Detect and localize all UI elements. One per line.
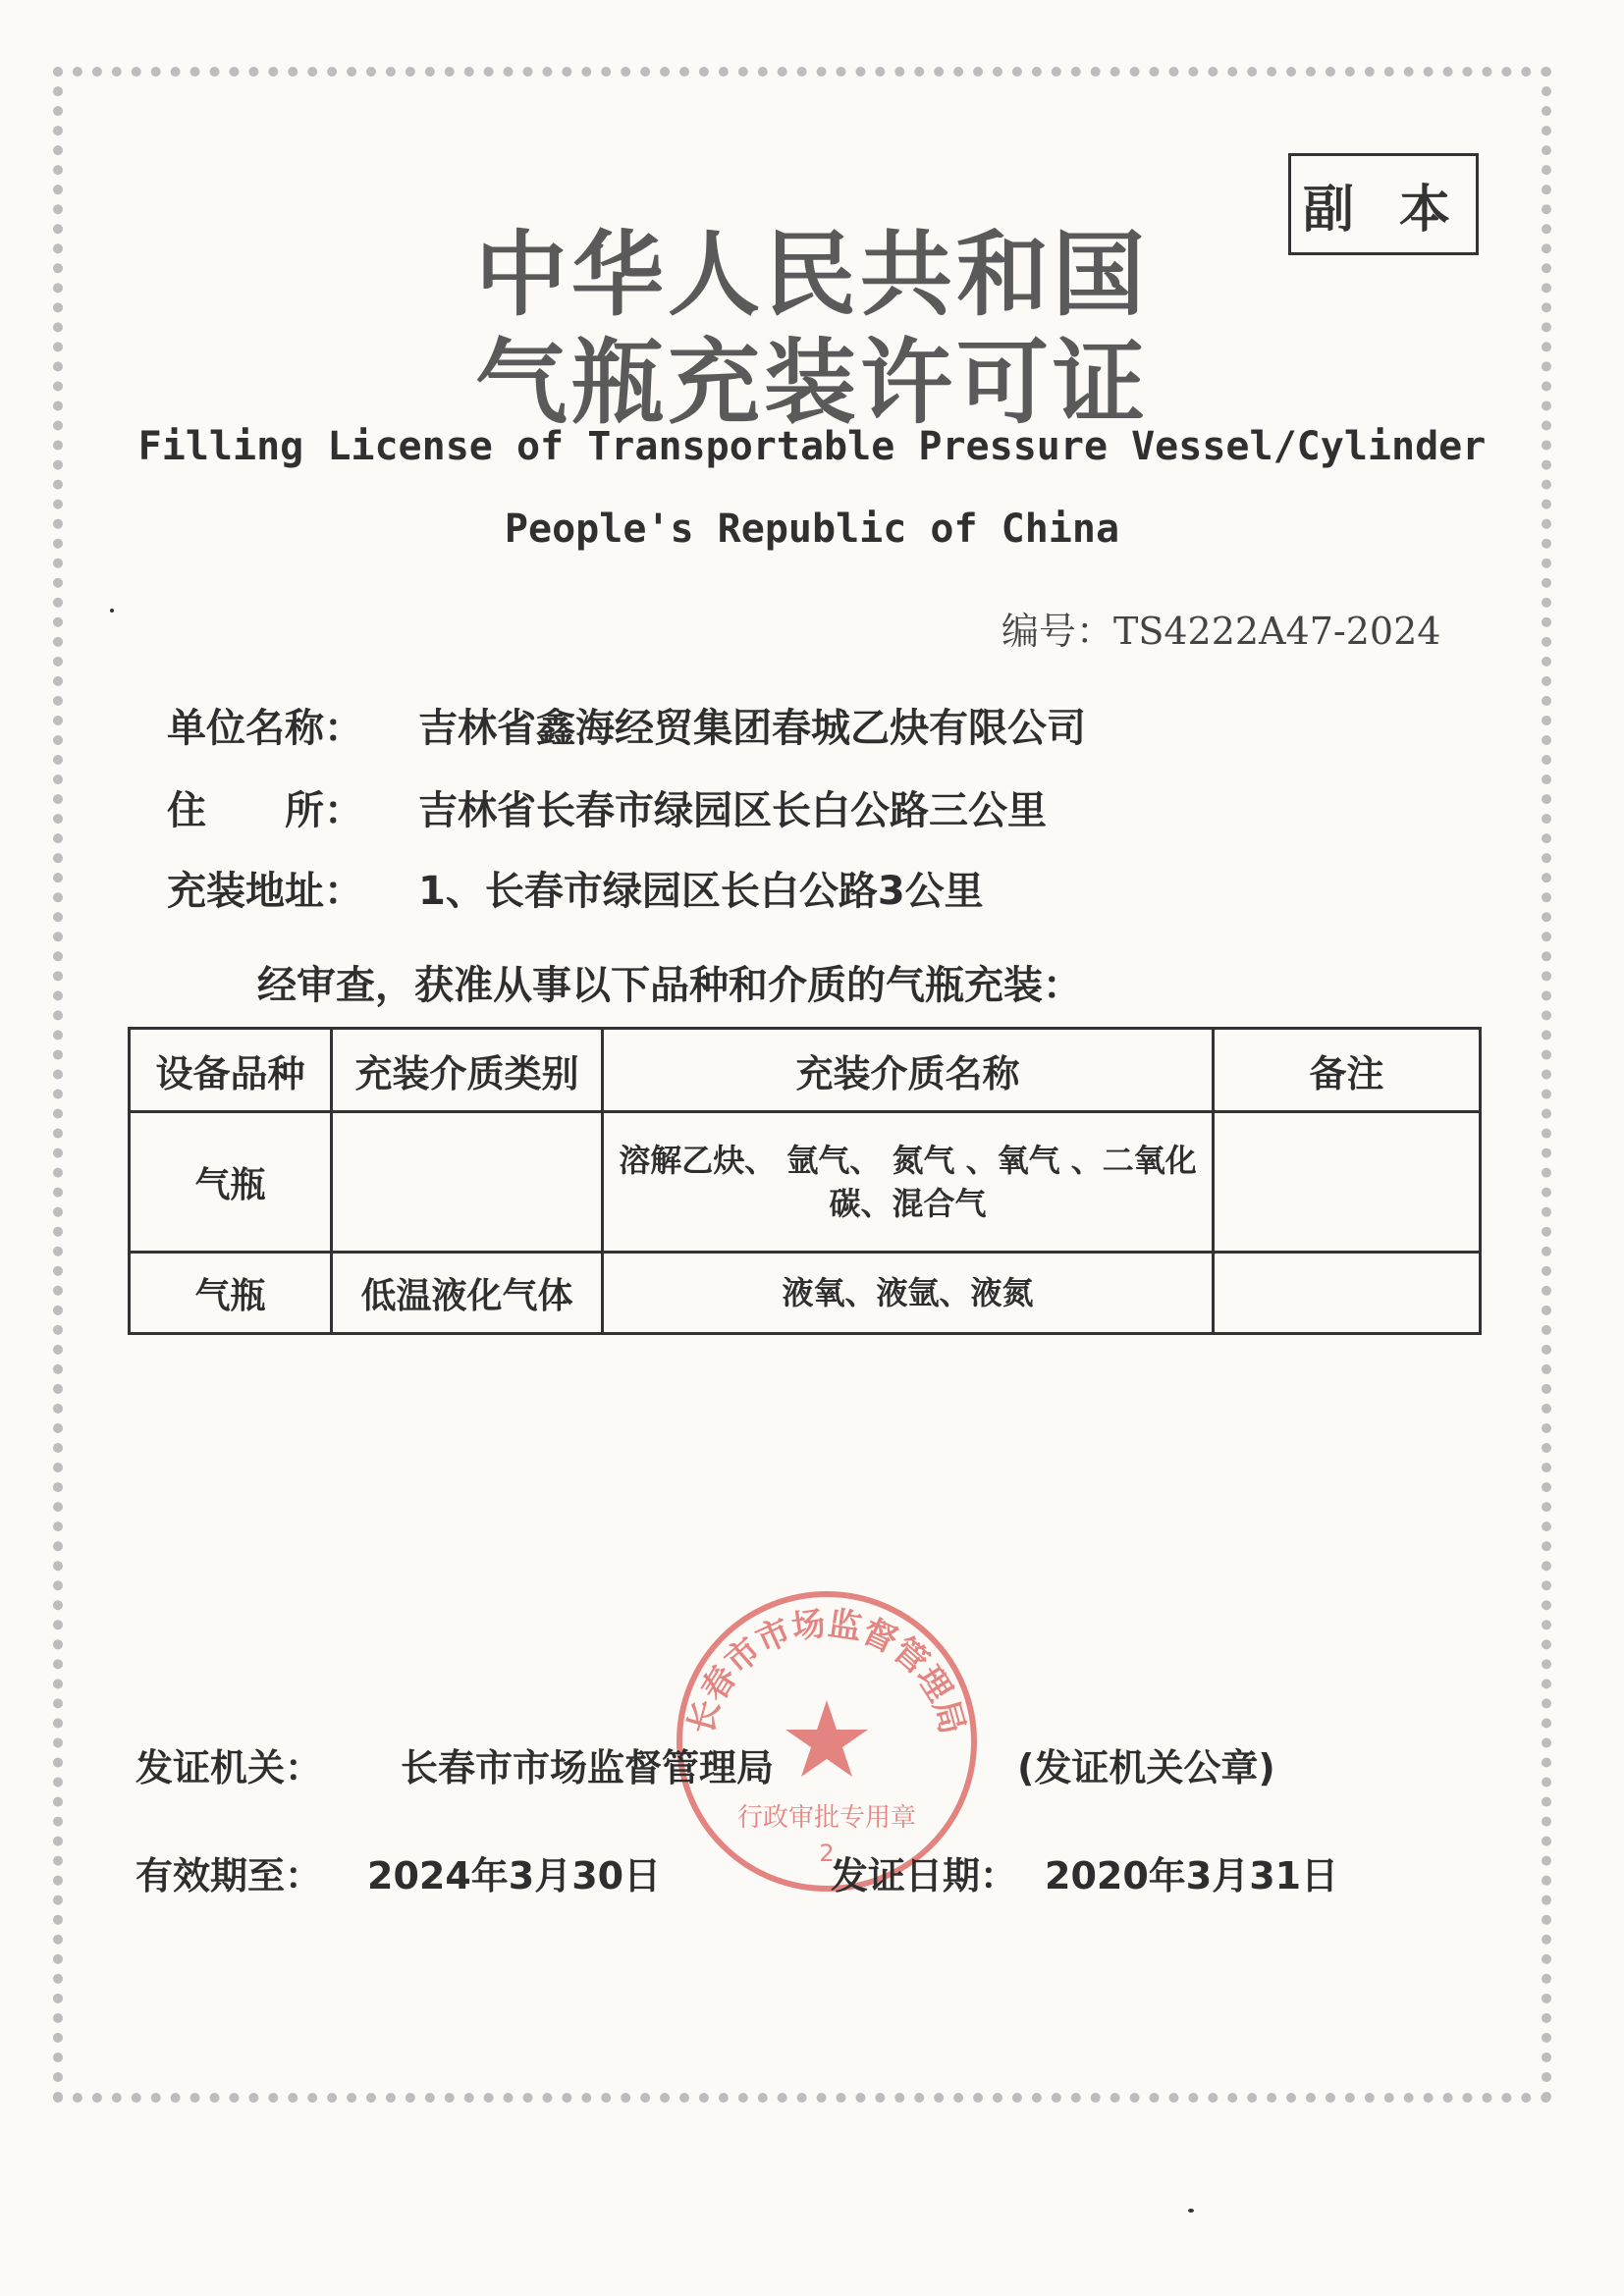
address-row [167, 779, 1047, 835]
serial-number: 编号：TS4222A47-2024 [1001, 610, 1441, 653]
filling-scope-table [128, 1027, 1482, 1335]
approval-statement: 经审查，获准从事以下品种和介质的气瓶充装： [257, 963, 1082, 1008]
issuer-value: 长春市市场监督管理局 [401, 1746, 775, 1789]
cell-note [1214, 1253, 1481, 1334]
cell-media-category: 低温液化气体 [332, 1253, 603, 1334]
title-en-line1: Filling License of Transportable Pressure Vessel/Cylinder [137, 424, 1487, 469]
seal-star-icon [785, 1700, 868, 1777]
unit-name-value: 吉林省鑫海经贸集团春城乙炔有限公司 [418, 706, 1086, 751]
issue-date-label: 发证日期： [831, 1854, 1018, 1897]
issuer-seal-note: (发证机关公章) [1017, 1746, 1275, 1789]
title-cn-line2: 气瓶充装许可证 [474, 330, 1149, 437]
filling-address-label: 充装地址： [167, 869, 363, 914]
filling-address-value: 1、长春市绿园区长白公路3公里 [418, 869, 984, 914]
issuer-label: 发证机关： [135, 1746, 323, 1789]
stray-mark [110, 609, 114, 613]
header-media-category: 充装介质类别 [332, 1029, 603, 1112]
issue-date-value: 2020年3月31日 [1045, 1854, 1339, 1897]
seal-outer-text: 长春市市场监督管理局 [680, 1604, 973, 1738]
table-row [130, 1112, 1481, 1253]
copy-stamp: 副 本 [1288, 153, 1479, 255]
header-equipment-type: 设备品种 [130, 1029, 332, 1112]
stray-mark [1188, 2209, 1194, 2213]
seal-inner-text: 行政审批专用章 [736, 1803, 917, 1833]
header-media-name: 充装介质名称 [603, 1029, 1214, 1112]
unit-name-label: 单位名称： [167, 706, 363, 751]
address-label: 住 所： [167, 788, 363, 833]
filling-address-row [167, 860, 984, 916]
table-row [130, 1253, 1481, 1334]
header-note: 备注 [1214, 1029, 1481, 1112]
cell-equipment-type: 气瓶 [130, 1112, 332, 1253]
valid-until-value: 2024年3月30日 [367, 1854, 662, 1897]
table-header-row [130, 1029, 1481, 1112]
cell-media-name: 溶解乙炔、 氩气、 氮气 、氧气 、二氧化碳、混合气 [603, 1112, 1214, 1253]
address-value: 吉林省长春市绿园区长白公路三公里 [418, 788, 1047, 833]
title-cn-line1: 中华人民共和国 [474, 222, 1149, 329]
cell-note [1214, 1112, 1481, 1253]
valid-until-label: 有效期至： [135, 1854, 323, 1897]
title-en-line2: People's Republic of China [504, 507, 1120, 552]
cell-media-name: 液氧、液氩、液氮 [603, 1253, 1214, 1334]
cell-equipment-type: 气瓶 [130, 1253, 332, 1334]
cell-media-category [332, 1112, 603, 1253]
unit-name-row [167, 697, 1086, 753]
seal-partial-text: 2 [819, 1840, 835, 1867]
